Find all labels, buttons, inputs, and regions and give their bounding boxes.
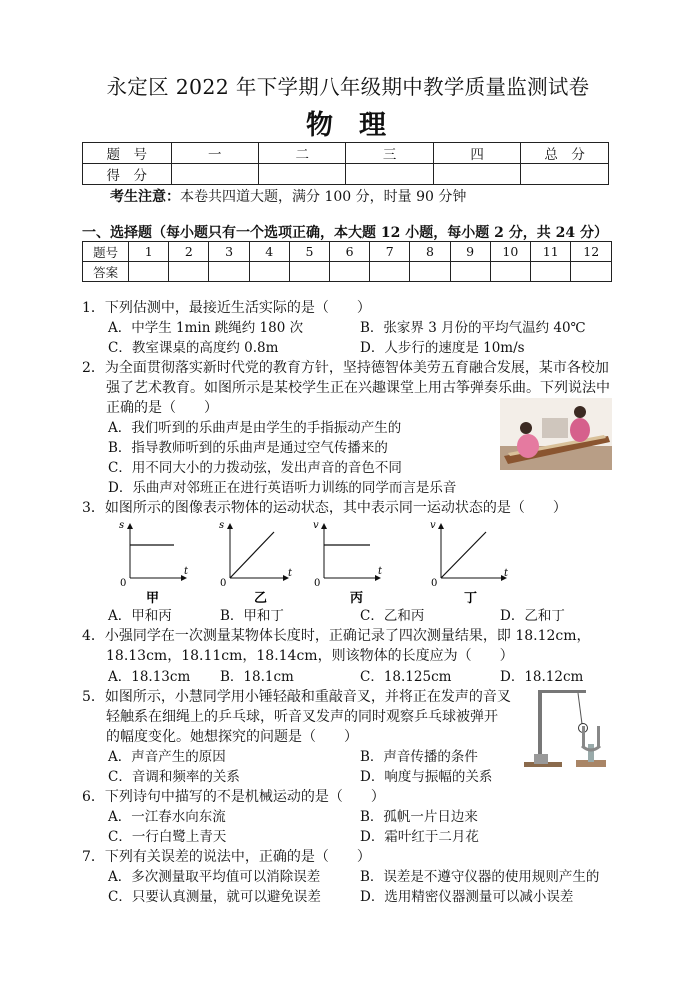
q3-option-a: A．甲和丙 — [108, 608, 172, 624]
answer-number-row — [83, 242, 612, 262]
answer-box[interactable] — [370, 262, 410, 282]
answer-num: 5 — [289, 242, 329, 262]
answer-box[interactable] — [169, 262, 209, 282]
answer-box[interactable] — [490, 262, 530, 282]
answer-num: 12 — [571, 242, 612, 262]
graph-ding-label: 丁 — [464, 591, 478, 606]
q2-option-c: C．用不同大小的力拨动弦，发出声音的音色不同 — [108, 460, 402, 476]
answer-label: 答案 — [83, 262, 129, 282]
answer-num: 6 — [330, 242, 370, 262]
q7-option-d: D．选用精密仪器测量可以减小误差 — [360, 889, 574, 905]
graph-ding — [430, 520, 509, 606]
exam-notice — [110, 186, 466, 206]
q5-stem-line2: 轻触系在细绳上的乒乓球，听音叉发声的同时观察乒乓球被弹开 — [106, 709, 498, 725]
q6-stem: 6．下列诗句中描写的不是机械运动的是（ ） — [82, 789, 385, 805]
q5-stem-line3: 的幅度变化。她想探究的问题是（ ） — [106, 729, 358, 745]
answer-num: 2 — [169, 242, 209, 262]
score-cell-4: 四 — [433, 143, 520, 164]
answer-box[interactable] — [129, 262, 169, 282]
tuning-fork-figure — [520, 688, 612, 776]
score-cell-2: 二 — [259, 143, 346, 164]
score-row-label: 得 分 — [83, 164, 172, 185]
graph-jia-xlabel: t — [184, 566, 189, 577]
answer-num: 8 — [410, 242, 450, 262]
q7-option-b: B．误差是不遵守仪器的使用规则产生的 — [360, 869, 600, 885]
graph-bing-ylabel: v — [313, 520, 319, 531]
q1-option-b: B．张家界 3 月份的平均气温约 40℃ — [360, 320, 586, 336]
answer-table — [82, 241, 612, 282]
q3-option-b: B．甲和丁 — [220, 608, 284, 624]
q5-option-a: A．声音产生的原因 — [108, 749, 226, 765]
q4-option-a: A．18.13cm — [108, 669, 191, 685]
graph-yi — [219, 520, 293, 606]
graph-yi-ylabel: s — [219, 520, 225, 531]
answer-num: 7 — [370, 242, 410, 262]
answer-row-label: 题号 — [83, 242, 129, 262]
score-cell-3: 三 — [346, 143, 433, 164]
score-cell-label: 题 号 — [83, 143, 172, 164]
graph-yi-origin: 0 — [220, 578, 227, 589]
notice-text: 本卷共四道大题，满分 100 分，时量 90 分钟 — [180, 189, 467, 205]
answer-box[interactable] — [330, 262, 370, 282]
q5-option-c: C．音调和频率的关系 — [108, 769, 240, 785]
q1-option-d: D．人步行的速度是 10m/s — [360, 340, 525, 356]
graph-ding-ylabel: v — [430, 520, 436, 531]
graph-ding-xlabel: t — [504, 568, 509, 579]
q3-option-c: C．乙和丙 — [360, 608, 425, 624]
q2-option-a: A．我们听到的乐曲声是由学生的手指振动产生的 — [108, 420, 402, 436]
q7-stem: 7．下列有关误差的说法中，正确的是（ ） — [82, 849, 371, 865]
exam-title: 永定区 2022 年下学期八年级期中教学质量监测试卷 — [106, 75, 590, 99]
answer-fill-row — [83, 262, 612, 282]
answer-box[interactable] — [531, 262, 571, 282]
answer-num: 10 — [490, 242, 530, 262]
graph-bing-label: 丙 — [350, 591, 364, 606]
graph-bing-origin: 0 — [314, 578, 321, 589]
q3-option-d: D．乙和丁 — [500, 608, 565, 624]
q3-stem: 3．如图所示的图像表示物体的运动状态，其中表示同一运动状态的是（ ） — [82, 500, 567, 516]
graph-jia — [119, 520, 189, 606]
q2-option-b: B．指导教师听到的乐曲声是通过空气传播来的 — [108, 440, 388, 456]
graph-yi-label: 乙 — [254, 591, 268, 606]
answer-num: 4 — [249, 242, 289, 262]
score-table-header-row — [83, 143, 609, 164]
q1-stem: 1．下列估测中，最接近生活实际的是（ ） — [82, 300, 371, 316]
answer-num: 11 — [531, 242, 571, 262]
answer-box[interactable] — [289, 262, 329, 282]
q4-option-c: C．18.125cm — [360, 669, 452, 685]
graph-ding-origin: 0 — [431, 578, 438, 589]
score-input-total[interactable] — [521, 164, 609, 185]
q7-option-a: A．多次测量取平均值可以消除误差 — [108, 869, 321, 885]
answer-box[interactable] — [571, 262, 612, 282]
answer-box[interactable] — [450, 262, 490, 282]
subject-title: 物理 — [306, 110, 412, 141]
q2-option-d: D．乐曲声对邻班正在进行英语听力训练的同学而言是乐音 — [108, 480, 457, 496]
score-input-1[interactable] — [171, 164, 258, 185]
q1-option-a: A．中学生 1min 跳绳约 180 次 — [108, 320, 304, 336]
q7-option-c: C．只要认真测量，就可以避免误差 — [108, 889, 321, 905]
graph-bing — [313, 520, 383, 606]
q6-option-d: D．霜叶红于二月花 — [360, 829, 479, 845]
guzheng-photo — [500, 398, 612, 470]
q4-option-d: D．18.12cm — [500, 669, 584, 685]
score-input-4[interactable] — [433, 164, 520, 185]
q2-stem-line1: 2．为全面贯彻落实新时代党的教育方针，坚持德智体美劳五育融合发展，某市各校加 — [82, 360, 609, 376]
section1-heading: 一、选择题（每小题只有一个选项正确，本大题 12 小题，每小题 2 分，共 24 分） — [82, 225, 608, 241]
q6-option-c: C．一行白鹭上青天 — [108, 829, 227, 845]
q6-option-b: B．孤帆一片日边来 — [360, 809, 478, 825]
graph-jia-label: 甲 — [146, 591, 160, 606]
graph-jia-ylabel: s — [119, 520, 125, 531]
graph-bing-xlabel: t — [378, 566, 383, 577]
notice-label: 考生注意： — [110, 189, 180, 205]
score-cell-1: 一 — [171, 143, 258, 164]
answer-box[interactable] — [249, 262, 289, 282]
q4-option-b: B．18.1cm — [220, 669, 294, 685]
answer-num: 1 — [129, 242, 169, 262]
graph-yi-xlabel: t — [288, 568, 293, 579]
answer-num: 3 — [209, 242, 249, 262]
answer-box[interactable] — [209, 262, 249, 282]
score-input-2[interactable] — [259, 164, 346, 185]
score-cell-total: 总 分 — [521, 143, 609, 164]
graph-jia-origin: 0 — [120, 578, 127, 589]
score-table — [82, 142, 609, 185]
q2-stem-line3: 正确的是（ ） — [106, 400, 218, 416]
q4-stem-line2: 18.13cm，18.11cm，18.14cm，则该物体的长度应为（ ） — [106, 648, 514, 664]
q6-option-a: A．一江春水向东流 — [108, 809, 226, 825]
q5-option-d: D．响度与振幅的关系 — [360, 769, 493, 785]
q1-option-c: C．教室课桌的高度约 0.8m — [108, 340, 279, 356]
q2-stem-line2: 强了艺术教育。如图所示是某校学生正在兴趣课堂上用古筝弹奏乐曲。下列说法中 — [106, 380, 610, 396]
q5-option-b: B．声音传播的条件 — [360, 749, 478, 765]
score-input-3[interactable] — [346, 164, 433, 185]
q5-stem-line1: 5．如图所示，小慧同学用小锤轻敲和重敲音叉，并将正在发声的音叉 — [82, 689, 511, 705]
answer-box[interactable] — [410, 262, 450, 282]
answer-num: 9 — [450, 242, 490, 262]
motion-graphs — [108, 518, 528, 610]
score-table-value-row — [83, 164, 609, 185]
q4-stem-line1: 4．小强同学在一次测量某物体长度时，正确记录了四次测量结果，即 18.12cm， — [82, 628, 591, 644]
